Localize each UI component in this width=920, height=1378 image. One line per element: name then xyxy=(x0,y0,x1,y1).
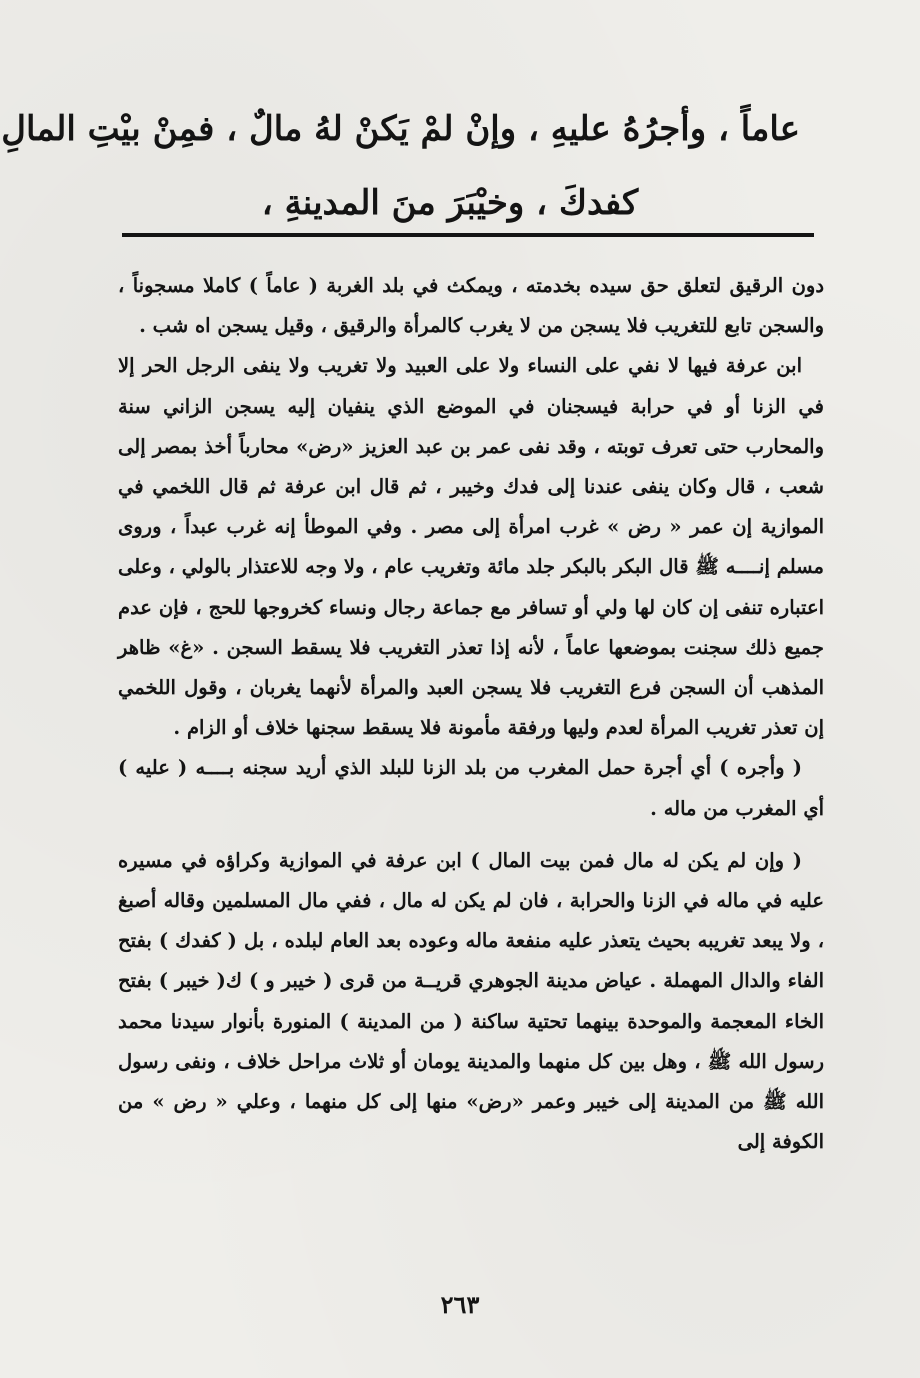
page-number: ٢٦٣ xyxy=(440,1290,480,1319)
commentary-paragraph-2: ابن عرفة فيها لا نفي على النساء ولا على العبيد ولا تغريب ولا ينفى الرجل الحر إلا في الزنا أو في حرابة فيسجنان في الموضع الذي ينفيان إليه يسجن الزاني سنة والمحارب حتى تعرف توبته ، وقد نفى عمر بن عبد العزيز «رض» محارباً أخذ بمصر إلى شعب ، قال وكان ينفى عندنا إلى فدك وخيبر ، ثم قال ابن عرفة ثم قال اللخمي في الموازية إن عمر « رض » غرب امرأة إلى مصر . وفي الموطأ إنه غرب عبداً ، وروى مسلم إنــــه ﷺ قال البكر بالبكر جلد مائة وتغريب عام ، ولا وجه للاعتذار بالولي ، وعلى اعتباره تنفى إن كان لها ولي أو تسافر مع جماعة رجال ونساء كخروجها للحج ، فإن عدم جميع ذلك سجنت بموضعها عاماً ، لأنه إذا تعذر التغريب فلا يسقط السجن . «غ» ظاهر المذهب أن السجن فرع التغريب فلا يسجن العبد والمرأة لأنهما يغربان ، وقول اللخمي إن تعذر تغريب المرأة لعدم وليها ورفقة مأمونة فلا يسقط سجنها خلاف أو الزام . xyxy=(118,354,824,740)
commentary-paragraph-4: ( وإن لم يكن له مال فمن بيت المال ) ابن عرفة في الموازية وكراؤه في مسيره عليه في ماله في الزنا والحرابة ، فان لم يكن له مال ، ففي مال المسلمين وقاله أصبغ ، ولا يبعد تغريبه بحيث يتعذر عليه منفعة ماله وعوده بعد العام لبلده ، بل ( كفدك ) بفتح الفاء والدال المهملة . عياض مدينة الجوهري قريــة من قرى ( خيبر و ) ك( خيبر ) بفتح الخاء المعجمة والموحدة بينهما تحتية ساكنة ( من المدينة ) المنورة بأنوار سيدنا محمد رسول الله ﷺ ، وهل بين كل منهما والمدينة يومان أو ثلاث مراحل خلاف ، ونفى رسول الله ﷺ من المدينة إلى خيبر وعمر «رض» منها إلى كل منهما ، وعلي « رض » من الكوفة إلى xyxy=(118,848,824,1154)
commentary-paragraph-1: دون الرقيق لتعلق حق سيده بخدمته ، ويمكث في بلد الغربة ( عاماً ) كاملا مسجوناً ، والسجن تابع للتغريب فلا يسجن من لا يغرب كالمرأة والرقيق ، وقيل يسجن اه شب . xyxy=(118,274,824,338)
commentary-text xyxy=(118,266,824,1162)
matn-line-1: عاماً ، وأجرُهُ عليهِ ، وإنْ لمْ يَكنْ لهُ مالٌ ، فمِنْ بيْتِ المالِ xyxy=(1,109,800,149)
separator-rule xyxy=(122,233,814,237)
matn-line-2: كفدكَ ، وخيْبَرَ منَ المدينةِ ، xyxy=(261,183,639,223)
matn-text xyxy=(1,92,800,240)
commentary-paragraph-3: ( وأجره ) أي أجرة حمل المغرب من بلد الزنا للبلد الذي أريد سجنه بــــه ( عليه ) أي المغرب من ماله . xyxy=(118,756,824,820)
